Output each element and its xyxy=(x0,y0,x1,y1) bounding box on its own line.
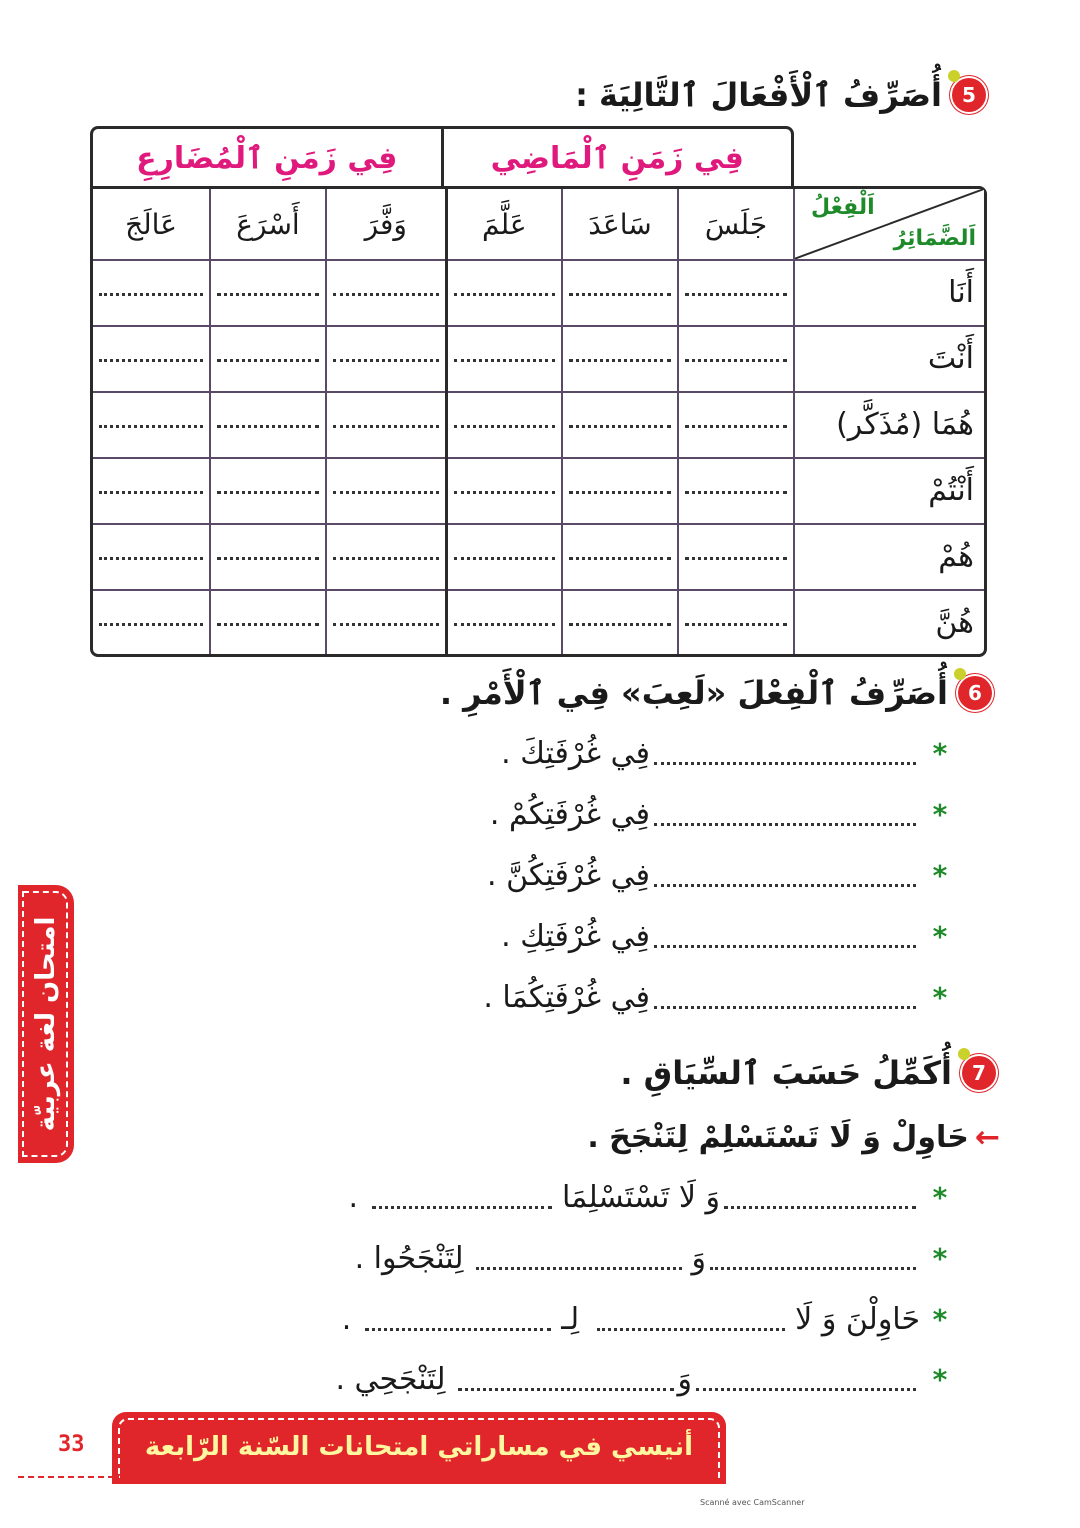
line-end: لِتَنْجَحِي . xyxy=(335,1362,446,1397)
asterisk-bullet: * xyxy=(932,1242,948,1275)
list-item xyxy=(501,919,960,954)
answer-blank[interactable] xyxy=(326,458,446,524)
verb-header-row xyxy=(93,189,984,260)
asterisk-bullet: * xyxy=(932,1363,948,1396)
list-item xyxy=(355,1241,960,1276)
star-icon xyxy=(948,70,960,82)
exercise7-title: أُكَمِّلُ حَسَبَ ٱلسِّيَاقِ . xyxy=(620,1054,952,1092)
answer-blank[interactable] xyxy=(446,590,562,654)
answer-blank[interactable] xyxy=(93,524,210,590)
asterisk-bullet: * xyxy=(932,981,948,1014)
list-item xyxy=(483,980,960,1015)
answer-blank[interactable] xyxy=(326,326,446,392)
answer-blank[interactable] xyxy=(678,326,794,392)
page-number: 33 xyxy=(58,1432,85,1457)
answer-blank[interactable] xyxy=(93,458,210,524)
answer-blank[interactable] xyxy=(654,823,916,826)
exercise-number-badge xyxy=(958,676,992,710)
answer-blank[interactable] xyxy=(562,326,678,392)
answer-blank[interactable] xyxy=(210,524,326,590)
answer-blank[interactable] xyxy=(93,590,210,654)
answer-blank[interactable] xyxy=(93,326,210,392)
arrow-left-icon: ← xyxy=(974,1120,1000,1155)
scan-note: Scanné avec CamScanner xyxy=(700,1498,805,1507)
exercise6-title-end: فِي ٱلْأَمْرِ . xyxy=(439,674,610,712)
answer-blank[interactable] xyxy=(446,260,562,326)
answer-blank[interactable] xyxy=(326,590,446,654)
conjugation-grid xyxy=(93,189,984,654)
verb-header: وَفَّرَ xyxy=(326,189,446,260)
tense-past-label: فِي زَمَنِ ٱلْمَاضِي xyxy=(490,141,744,176)
exercise-number: 7 xyxy=(972,1061,986,1085)
line-end: . xyxy=(341,1302,352,1337)
star-icon xyxy=(958,1048,970,1060)
answer-blank[interactable] xyxy=(446,392,562,458)
line-text: فِي غُرْفَتِكِ . xyxy=(501,919,650,954)
verb-header: سَاعَدَ xyxy=(562,189,678,260)
exercise7-header xyxy=(620,1054,996,1092)
answer-blank[interactable] xyxy=(476,1267,682,1270)
table-row xyxy=(93,524,984,590)
footer-band xyxy=(112,1412,726,1484)
table-row xyxy=(93,260,984,326)
answer-blank[interactable] xyxy=(562,524,678,590)
answer-blank[interactable] xyxy=(210,590,326,654)
footer-title: أنيسي في مساراتي امتحانات السّنة الرّابعة xyxy=(144,1432,694,1462)
exercise5-header xyxy=(575,76,986,114)
answer-blank[interactable] xyxy=(678,260,794,326)
answer-blank[interactable] xyxy=(446,326,562,392)
asterisk-bullet: * xyxy=(932,737,948,770)
exercise6-header xyxy=(440,674,992,712)
answer-blank[interactable] xyxy=(326,392,446,458)
conjugation-table xyxy=(90,186,987,657)
table-row xyxy=(93,590,984,654)
side-tab-label: امتحان لغة عربيّة xyxy=(31,916,61,1132)
example-line xyxy=(587,1120,1000,1155)
answer-blank[interactable] xyxy=(326,260,446,326)
answer-blank[interactable] xyxy=(210,458,326,524)
answer-blank[interactable] xyxy=(562,458,678,524)
list-item xyxy=(501,736,960,771)
side-tab xyxy=(18,885,74,1163)
verb-header: جَلَسَ xyxy=(678,189,794,260)
example-text: حَاوِلْ وَ لَا تَسْتَسْلِمْ لِتَنْجَحَ . xyxy=(587,1120,969,1155)
verb-header: عَلَّمَ xyxy=(446,189,562,260)
pronoun-cell: أَنَا xyxy=(794,260,984,326)
pronoun-cell: أَنْتُمْ xyxy=(794,458,984,524)
line-text: وَ لَا تَسْتَسْلِمَا xyxy=(561,1180,720,1215)
answer-blank[interactable] xyxy=(326,524,446,590)
tense-header xyxy=(90,126,794,188)
answer-blank[interactable] xyxy=(654,1006,916,1009)
answer-blank[interactable] xyxy=(654,945,916,948)
answer-blank[interactable] xyxy=(458,1388,674,1391)
line-text: فِي غُرْفَتِكُنَّ . xyxy=(487,858,650,893)
asterisk-bullet: * xyxy=(932,920,948,953)
exercise6-title-start: أُصَرِّفُ ٱلْفِعْلَ xyxy=(737,674,948,712)
answer-blank[interactable] xyxy=(597,1328,785,1331)
answer-blank[interactable] xyxy=(724,1206,916,1209)
answer-blank[interactable] xyxy=(562,260,678,326)
answer-blank[interactable] xyxy=(696,1388,916,1391)
line-text: فِي غُرْفَتِكُمْ . xyxy=(489,797,650,832)
footer-rule xyxy=(18,1476,114,1478)
answer-blank[interactable] xyxy=(562,392,678,458)
answer-blank[interactable] xyxy=(654,762,916,765)
asterisk-bullet: * xyxy=(932,1181,948,1214)
header-corner-cell xyxy=(794,189,984,260)
line-text: فِي غُرْفَتِكَ . xyxy=(501,736,650,771)
answer-blank[interactable] xyxy=(678,590,794,654)
line-text: حَاوِلْنَ وَ لَا xyxy=(795,1302,920,1337)
answer-blank[interactable] xyxy=(446,524,562,590)
line-text: فِي غُرْفَتِكُمَا . xyxy=(483,980,650,1015)
table-row xyxy=(93,392,984,458)
asterisk-bullet: * xyxy=(932,798,948,831)
star-icon xyxy=(954,668,966,680)
answer-blank[interactable] xyxy=(372,1206,552,1209)
line-end: لِتَنْجَحُوا . xyxy=(354,1241,464,1276)
exercise-number-badge xyxy=(952,78,986,112)
list-item xyxy=(490,797,960,832)
list-item xyxy=(487,858,960,893)
answer-blank[interactable] xyxy=(678,458,794,524)
answer-blank[interactable] xyxy=(654,884,916,887)
table-row xyxy=(93,326,984,392)
pronoun-axis-label: اَلضَّمَائِرُ xyxy=(893,226,976,251)
asterisk-bullet: * xyxy=(932,1303,948,1336)
answer-blank[interactable] xyxy=(710,1267,916,1270)
answer-blank[interactable] xyxy=(562,590,678,654)
exercise-number: 5 xyxy=(962,83,976,107)
list-item xyxy=(348,1180,960,1215)
answer-blank[interactable] xyxy=(678,524,794,590)
exercise6-title xyxy=(440,674,948,712)
tense-present-label: فِي زَمَنِ ٱلْمُضَارِعِ xyxy=(93,129,444,188)
pronoun-cell: هُمَا (مُذَكَّر) xyxy=(794,392,984,458)
table-row xyxy=(93,458,984,524)
answer-blank[interactable] xyxy=(678,392,794,458)
line-text: وَ xyxy=(691,1241,706,1276)
exercise6-verb: «لَعِبَ» xyxy=(621,674,727,712)
line-text: لِـ xyxy=(561,1302,580,1337)
exercise-number: 6 xyxy=(968,681,982,705)
answer-blank[interactable] xyxy=(93,260,210,326)
answer-blank[interactable] xyxy=(93,392,210,458)
verb-axis-label: اَلْفِعْلُ xyxy=(811,195,875,220)
list-item xyxy=(342,1302,960,1337)
exercise5-title: أُصَرِّفُ ٱلْأَفْعَالَ ٱلتَّالِيَةَ : xyxy=(575,76,942,114)
pronoun-cell: هُمْ xyxy=(794,524,984,590)
asterisk-bullet: * xyxy=(932,859,948,892)
verb-header: أَسْرَعَ xyxy=(210,189,326,260)
verb-header: عَالَجَ xyxy=(93,189,210,260)
answer-blank[interactable] xyxy=(210,326,326,392)
answer-blank[interactable] xyxy=(210,260,326,326)
pronoun-cell: أَنْتَ xyxy=(794,326,984,392)
answer-blank[interactable] xyxy=(365,1328,551,1331)
pronoun-cell: هُنَّ xyxy=(794,590,984,654)
answer-blank[interactable] xyxy=(210,392,326,458)
line-text: وَ xyxy=(677,1362,692,1397)
exercise-number-badge xyxy=(962,1056,996,1090)
answer-blank[interactable] xyxy=(446,458,562,524)
line-end: . xyxy=(348,1180,358,1215)
list-item xyxy=(335,1362,960,1397)
